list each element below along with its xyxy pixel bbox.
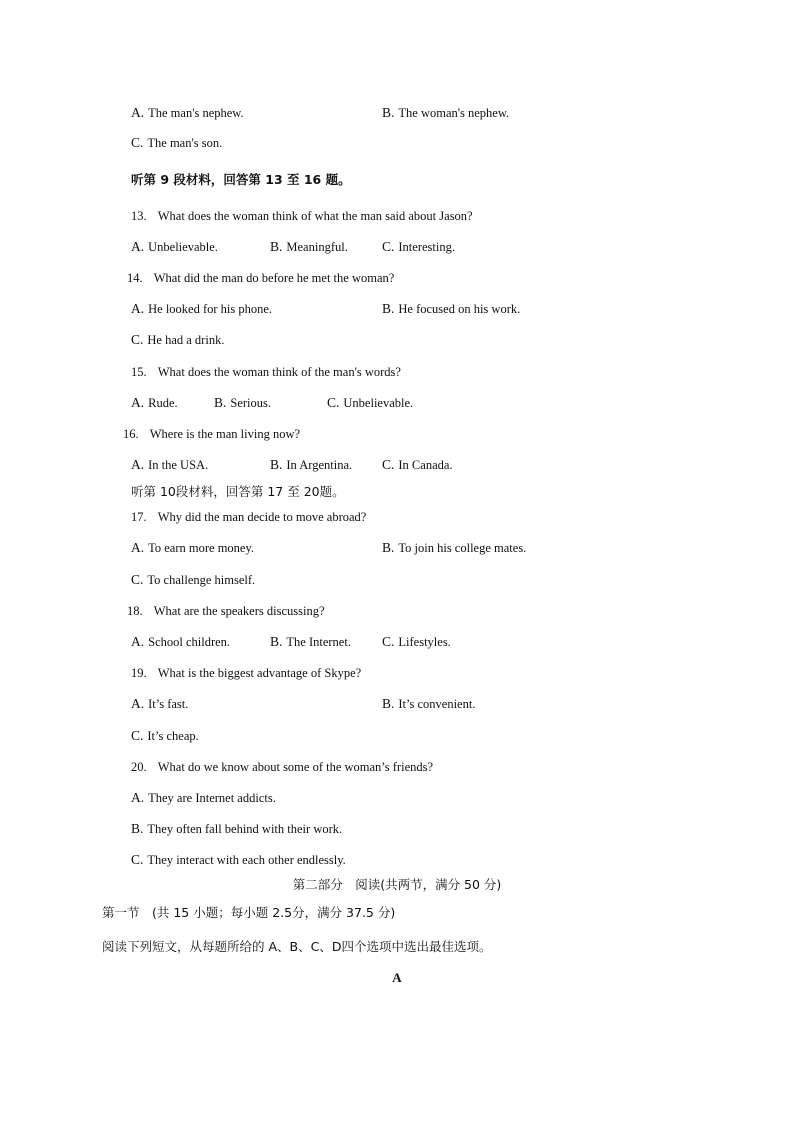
q12-option-c [131,135,222,151]
question-text: What do we know about some of the woman’s friends? [157,760,434,774]
section9-heading: 听第 9 段材料，回答第 13 至 16 题。 [131,172,351,187]
option-letter: B. [270,634,283,649]
q16-option-c [382,457,453,473]
question-19 [131,665,361,681]
question-number: 14. [127,271,143,285]
q15-option-a [131,395,178,411]
reading-instructions: 阅读下列短文，从每题所给的 A、B、C、D四个选项中选出最佳选项。 [102,939,492,954]
q14-option-c [131,332,224,348]
option-letter: A. [131,540,145,555]
q13-option-b [270,239,348,255]
option-text: Unbelievable. [343,396,414,410]
option-text: To earn more money. [148,541,255,555]
question-text: What is the biggest advantage of Skype? [157,666,362,680]
question-13 [131,208,473,224]
q19-option-c [131,728,199,744]
question-text: What does the woman think of what the man said about Jason? [157,209,473,223]
question-17 [131,509,366,525]
q19-option-a [131,696,188,712]
q12-option-b [382,105,509,121]
option-text: It’s fast. [148,697,189,711]
question-20 [131,759,433,775]
option-text: Interesting. [398,240,455,254]
option-letter: A. [131,301,145,316]
option-letter: A. [131,457,145,472]
option-letter: B. [131,821,144,836]
q14-option-a [131,301,272,317]
option-text: Lifestyles. [398,635,451,649]
q14-option-b [382,301,520,317]
question-number: 15. [131,365,147,379]
option-text: He had a drink. [147,333,225,347]
q17-option-c [131,572,255,588]
option-letter: A. [131,395,145,410]
option-text: Serious. [230,396,272,410]
option-letter: B. [270,239,283,254]
section1-title: 第一节 (共 15 小题；每小题 2.5分，满分 37.5 分) [102,905,396,920]
option-text: The man's son. [147,136,223,150]
q13-option-c [382,239,455,255]
q15-option-b [214,395,271,411]
option-text: The Internet. [286,635,351,649]
section10-heading: 听第 10段材料，回答第 17 至 20题。 [131,484,345,499]
option-letter: C. [131,728,144,743]
option-text: In Argentina. [286,458,353,472]
q13-option-a [131,239,218,255]
q18-option-b [270,634,351,650]
option-text: Meaningful. [286,240,348,254]
option-letter: C. [382,634,395,649]
option-letter: A. [131,634,145,649]
q18-option-a [131,634,230,650]
q16-option-b [270,457,352,473]
option-letter: C. [382,239,395,254]
option-letter: C. [131,572,144,587]
option-letter: C. [327,395,340,410]
option-letter: B. [382,696,395,711]
option-text: In the USA. [148,458,209,472]
option-letter: C. [382,457,395,472]
q17-option-a [131,540,254,556]
option-text: The man's nephew. [148,106,244,120]
option-letter: A. [131,239,145,254]
option-letter: A. [131,790,145,805]
option-text: He looked for his phone. [148,302,273,316]
q20-option-b [131,821,342,837]
option-text: Unbelievable. [148,240,218,254]
option-text: They are Internet addicts. [148,791,276,805]
option-letter: C. [131,135,144,150]
question-number: 18. [127,604,143,618]
q20-option-c [131,852,346,868]
q17-option-b [382,540,526,556]
question-number: 17. [131,510,147,524]
option-letter: B. [382,105,395,120]
option-letter: C. [131,332,144,347]
part2-title: 第二部分 阅读(共两节，满分 50 分) [292,877,502,892]
option-letter: A. [131,105,145,120]
question-number: 20. [131,760,147,774]
option-text: To challenge himself. [147,573,256,587]
option-text: They often fall behind with their work. [147,822,343,836]
question-text: Where is the man living now? [149,427,301,441]
option-letter: B. [214,395,227,410]
question-text: What did the man do before he met the woman? [153,271,395,285]
option-text: They interact with each other endlessly. [147,853,346,867]
option-text: He focused on his work. [398,302,521,316]
option-text: It’s cheap. [147,729,199,743]
option-text: It’s convenient. [398,697,476,711]
question-14 [127,270,394,286]
option-text: In Canada. [398,458,453,472]
passage-label: A [392,970,402,985]
question-number: 13. [131,209,147,223]
question-text: What does the woman think of the man's words? [157,365,401,379]
option-text: School children. [148,635,231,649]
q16-option-a [131,457,208,473]
option-letter: A. [131,696,145,711]
option-letter: C. [131,852,144,867]
q19-option-b [382,696,475,712]
question-text: What are the speakers discussing? [153,604,325,618]
option-letter: B. [382,301,395,316]
question-18 [127,603,325,619]
q15-option-c [327,395,413,411]
option-text: The woman's nephew. [398,106,510,120]
option-letter: B. [270,457,283,472]
q20-option-a [131,790,276,806]
q18-option-c [382,634,451,650]
question-text: Why did the man decide to move abroad? [157,510,367,524]
question-16 [123,426,300,442]
question-15 [131,364,401,380]
option-text: To join his college mates. [398,541,527,555]
question-number: 19. [131,666,147,680]
option-letter: B. [382,540,395,555]
q12-option-a [131,105,244,121]
question-number: 16. [123,427,139,441]
option-text: Rude. [148,396,178,410]
